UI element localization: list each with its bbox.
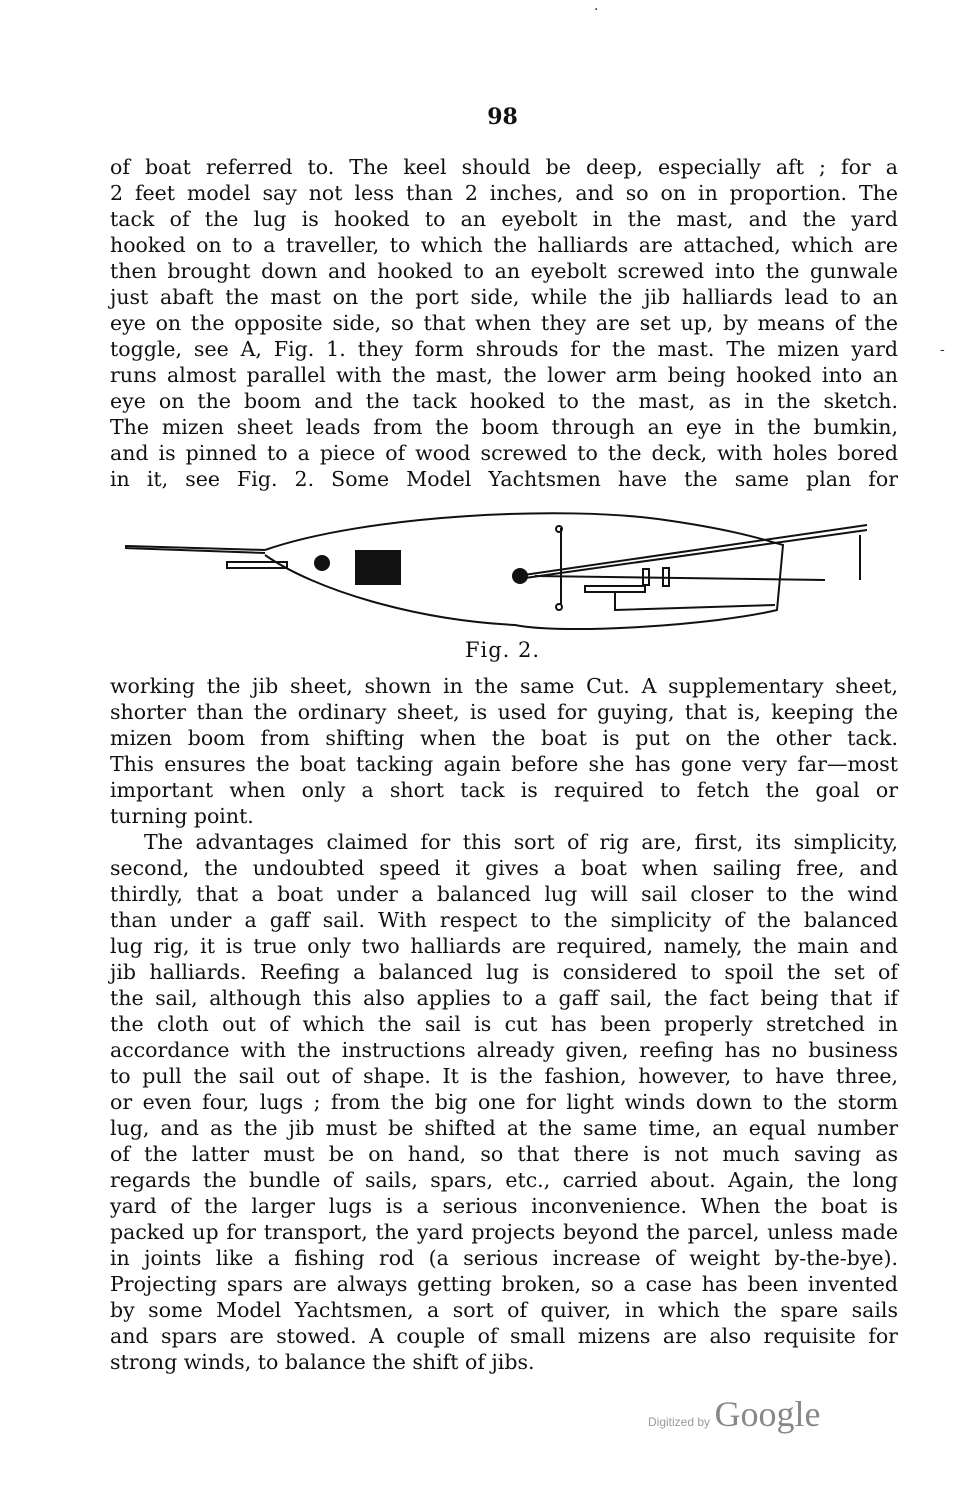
text-line: just abaft the mast on the port side, while the jib halliards lead to an <box>110 285 898 309</box>
scan-speck: - <box>940 342 945 358</box>
text-line: lug rig, it is true only two halliards are required, namely, the main and <box>110 934 898 958</box>
text-line: second, the undoubted speed it gives a boat when sailing free, and <box>110 856 898 880</box>
page-number: 98 <box>487 104 518 130</box>
text-line: 2 feet model say not less than 2 inches, and so on in proportion. The <box>110 181 898 205</box>
text-line: The mizen sheet leads from the boom through an eye in the bumkin, <box>110 415 898 439</box>
google-watermark <box>648 1393 820 1435</box>
text-line: eye on the opposite side, so that when they are set up, by means of the <box>110 311 898 335</box>
text-line: mizen boom from shifting when the boat is put on the other tack. <box>110 726 898 750</box>
watermark-brand: Google <box>714 1394 821 1434</box>
paragraph-2 <box>110 673 898 1375</box>
text-line: strong winds, to balance the shift of jibs. <box>110 1350 535 1374</box>
figure-caption: Fig. 2. <box>464 638 541 662</box>
text-line: yard of the larger lugs is a serious inconvenience. When the boat is <box>110 1194 898 1218</box>
text-line: and spars are stowed. A couple of small mizens are also requisite for <box>110 1324 898 1348</box>
watermark-prefix: Digitized by <box>648 1415 711 1429</box>
text-line: This ensures the boat tacking again before she has gone very far—most <box>110 752 898 776</box>
text-line: The advantages claimed for this sort of rig are, first, its simplicity, <box>144 830 898 854</box>
text-line: toggle, see A, Fig. 1. they form shrouds for the mast. The mizen yard <box>110 337 898 361</box>
text-line: runs almost parallel with the mast, the lower arm being hooked into an <box>110 363 898 387</box>
text-line: thirdly, that a boat under a balanced lug will sail closer to the wind <box>110 882 898 906</box>
text-line: packed up for transport, the yard projects beyond the parcel, unless made <box>110 1220 898 1244</box>
text-line: by some Model Yachtsmen, a sort of quiver, in which the spare sails <box>110 1298 898 1322</box>
text-line: than under a gaff sail. With respect to the simplicity of the balanced <box>110 908 898 932</box>
text-line: the cloth out of which the sail is cut has been properly stretched in <box>110 1012 898 1036</box>
text-line: in it, see Fig. 2. Some Model Yachtsmen have the same plan for <box>110 467 898 491</box>
text-line: tack of the lug is hooked to an eyebolt in the mast, and the yard <box>110 207 898 231</box>
text-line: to pull the sail out of shape. It is the fashion, however, to have three, <box>110 1064 898 1088</box>
text-line: of the latter must be on hand, so that there is not much saving as <box>110 1142 898 1166</box>
paragraph-1 <box>110 154 898 492</box>
scan-speck: · <box>594 2 599 18</box>
text-line: shorter than the ordinary sheet, is used for guying, that is, keeping the <box>110 700 898 724</box>
text-line: Projecting spars are always getting broken, so a case has been invented <box>110 1272 898 1296</box>
text-line: eye on the boom and the tack hooked to the mast, as in the sketch. <box>110 389 898 413</box>
text-line: or even four, lugs ; from the big one for light winds down to the storm <box>110 1090 898 1114</box>
text-line: then brought down and hooked to an eyebolt screwed into the gunwale <box>110 259 898 283</box>
text-line: of boat referred to. The keel should be deep, especially aft ; for a <box>110 155 898 179</box>
text-line: accordance with the instructions already given, reefing has no business <box>110 1038 898 1062</box>
text-line: regards the bundle of sails, spars, etc., carried about. Again, the long <box>110 1168 898 1192</box>
text-line: jib halliards. Reefing a balanced lug is considered to spoil the set of <box>110 960 898 984</box>
text-line: important when only a short tack is required to fetch the goal or <box>110 778 898 802</box>
text-line: working the jib sheet, shown in the same Cut. A supplementary sheet, <box>110 674 898 698</box>
figure-2-boat-deck-plan <box>115 500 905 635</box>
text-line: turning point. <box>110 804 254 828</box>
text-line: hooked on to a traveller, to which the halliards are attached, which are <box>110 233 898 257</box>
text-line: and is pinned to a piece of wood screwed to the deck, with holes bored <box>110 441 898 465</box>
text-line: in joints like a fishing rod (a serious increase of weight by-the-bye). <box>110 1246 898 1270</box>
text-line: lug, and as the jib must be shifted at the same time, an equal number <box>110 1116 898 1140</box>
text-line: the sail, although this also applies to a gaff sail, the fact being that if <box>110 986 898 1010</box>
